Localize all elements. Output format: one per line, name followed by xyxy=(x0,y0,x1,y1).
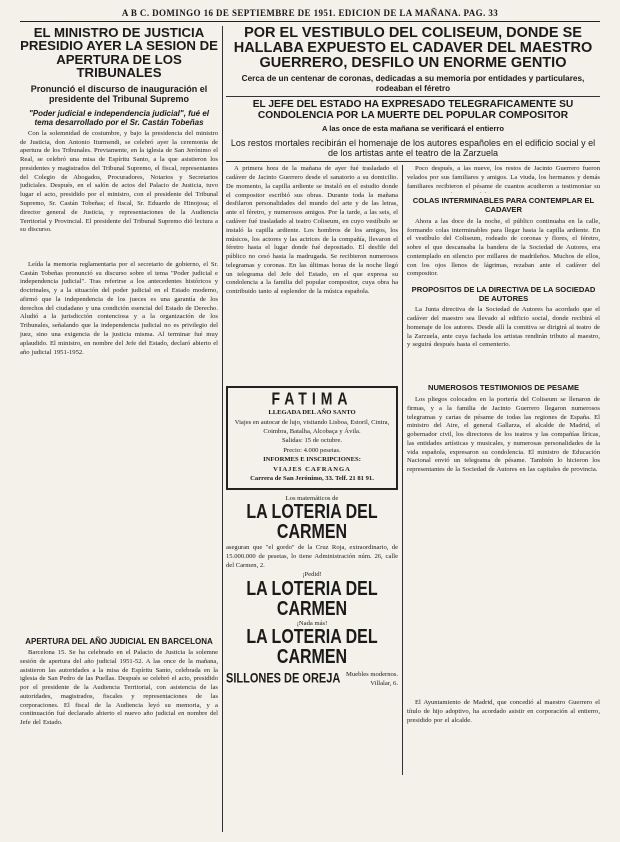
article-subhead-barcelona: APERTURA DEL AÑO JUDICIAL EN BARCELONA xyxy=(25,636,213,646)
ad-fatima-dates: Salidas: 15 de octubre. xyxy=(281,437,343,445)
article-body-justicia-2: Leída la memoria reglamentaria por el secretario de gobierno, el Sr. Castán Tobeñas pronunció su discurso sobre el tema "Poder judicial e independencia judicial". Tras referirse a los antecedentes históricos y doctrinales, y a la situación del poder judicial en el Estado moderno, afirmó que la independencia de los jueces es una garantía de los derechos del ciudadano y una condición esencial del Estado de Derecho. Aludió a la jurisdicción contenciosa y a la organización de los Tribunales, señalando que la independencia judicial no es privilegio del juez, sino una exigencia de la justicia misma. Al terminar fué muy aplaudido. El ministro, en nombre del Jefe del Estado, declaró abierto el año judicial 1951-1952. xyxy=(20,260,218,356)
mid-column xyxy=(226,165,398,775)
article-subhead-coronas: Cerca de un centenar de coronas, dedicadas a su memoria por entidades y particulares, rodeaban el féretro xyxy=(241,74,585,93)
ad-fatima-title: FATIMA xyxy=(271,388,353,409)
article-body-ayuntamiento: El Ayuntamiento de Madrid, que concedió al maestro Guerrero el título de hijo adoptivo, ha acordado asistir en corporación al entierro, presidido por el alcalde. xyxy=(407,699,600,724)
right-area xyxy=(226,26,600,832)
article-subhead-sociedad: PROPOSITOS DE LA DIRECTIVA DE LA SOCIEDAD DE AUTORES xyxy=(411,284,596,303)
article-subhead-colas: COLAS INTERMINABLES PARA CONTEMPLAR EL CADAVER xyxy=(412,196,595,215)
subcolumns xyxy=(226,165,600,775)
ad-fatima-body: Viajes en autocar de lujo, visitando Lisboa, Estoril, Cintra, Coimbra, Batalha, Alcobaça y Ávila. xyxy=(234,418,390,435)
ad-loteria-pedid: ¡Pedid! xyxy=(302,571,322,579)
ad-loteria-text: aseguran que "el gordo" de la Cruz Roja, extraordinario, de 15.000.000 de pesetas, lo tiene Administración núm. 26, calle del Carmen, 2. xyxy=(226,544,398,569)
section-rule xyxy=(226,96,600,97)
ad-fatima xyxy=(226,386,398,490)
article-body-sociedad: La Junta directiva de la Sociedad de Autores ha acordado que el cadáver del maestro sea llevado al edificio social, donde recibirá el homenaje de los autores. Desde allí la comitiva se dirigirá al teatro de la Zarzuela, ante cuya fachada los artistas rendirán tributo al maestro, y seguirá después hasta el cementerio. xyxy=(407,306,600,349)
ad-sillones-text: Muebles modernos. Villalar, 6. xyxy=(346,671,398,687)
header-rule xyxy=(20,21,600,22)
article-body-traslado: A primera hora de la mañana de ayer fué trasladado el cadáver de Jacinto Guerrero desde el sanatorio a su domicilio. De momento, la capilla ardiente se instaló en el estudio donde el compositor escribió sus obras. Durante toda la mañana desfilaron personalidades del mundo del arte y de las letras, ante el féretro, y numerosos amigos. Por la tarde, a las seis, el cadáver fué trasladado al teatro Coliseum, en cuyo vestíbulo se instaló la capilla ardiente. Los hombros de los amigos, los músicos, los actores y las actrices de la compañía, llevaron el féretro hasta el lugar donde fué depositado. El desfile del público no cesó hasta la madrugada. Se recibieron numerosos telegramas y coronas. En las últimas horas de la noche llegó un telegrama del Jefe del Estado, en el que expresa su condolencia a la familia del popular compositor, cuya obra ha contribuido tanto al esplendor de la música española. xyxy=(226,165,398,296)
ad-loteria-title-3: LA LOTERIA DEL CARMEN xyxy=(246,627,378,669)
ad-loteria-title-1: LA LOTERIA DEL CARMEN xyxy=(246,502,378,544)
lead-rule xyxy=(226,161,600,162)
ad-loteria-title-2: LA LOTERIA DEL CARMEN xyxy=(246,578,378,620)
article-subhead-pesame: NUMEROSOS TESTIMONIOS DE PESAME xyxy=(427,383,580,393)
ad-fatima-agency: VIAJES CAFRANGA xyxy=(273,465,351,473)
left-column xyxy=(20,26,218,832)
article-body-barcelona: Barcelona 15. Se ha celebrado en el Palacio de Justicia la solemne sesión de apertura del año judicial 1951-52. A las once de la mañana, asistieron las autoridades a la misa de Espíritu Santo, celebrada en la iglesia de San Pedro de las Puellas. Después se celebró el acto, presidido por el presidente de la Audiencia Territorial, con asistencia de las autoridades, magistrados, fiscales y representaciones de las corporaciones. El fiscal de la Audiencia leyó su memoria, y a continuación fué declarado abierto el nuevo año judicial en nombre del Jefe del Estado. xyxy=(20,649,218,727)
article-body-pesame: Los pliegos colocados en la portería del Coliseum se llenaron de firmas, y a la familia de Jacinto Guerrero llegaron numerosos telegramas y cartas de pésame de todas las regiones de España. El ministro del Aire, el general Gallarza, el alcalde de Madrid, el gobernador civil, los directores de los teatros y las compañías líricas, las entidades artísticas y musicales, y numerosas personalidades de la vida española, expresaron su condolencia. El ministro de Educación Nacional envió un telegrama de pésame. También lo hicieron los representantes de la Sociedad de Autores en las capitales de provincia. xyxy=(407,396,600,474)
article-headline-jefe-estado: EL JEFE DEL ESTADO HA EXPRESADO TELEGRAFICAMENTE SU CONDOLENCIA POR LA MUERTE DEL POPULAR COMPOSITOR xyxy=(252,99,574,121)
ad-fatima-price: Precio: 4.000 pesetas. xyxy=(283,446,341,454)
article-body-justicia-1: Con la solemnidad de costumbre, y bajo la presidencia del ministro de Justicia, don Antonio Iturmendi, se celebró ayer la ceremonia de apertura de los Tribunales. Previamente, en la iglesia de San Jerónimo el Real, se celebró una misa de Espíritu Santo, a la que asistieron los presidentes y magistrados del Tribunal Supremo, el fiscal, representantes del Colegio de Abogados, Procuradores, Notarios y Secretarios judiciales. Después, en el salón de actos del Palacio de Justicia, tuvo lugar el acto, presidido por el ministro, con el presidente del Tribunal Supremo, Sr. Castán Tobeñas; el fiscal, Sr. Eduardo de Hinojosa; el director general de Justicia, y representaciones de la Audiencia Territorial y Provincial. El presidente del Tribunal Supremo dió lectura a su discurso. xyxy=(20,129,218,234)
column-divider xyxy=(222,26,223,832)
article-body-colas: Ahora a las doce de la noche, el público continuaba en la calle, formando colas interminables para llegar hasta la capilla ardiente. En el vestíbulo del Coliseum, rodeado de coronas y flores, el féretro, sobre el que descansaba la bandera de la Sociedad de Autores, era contemplado en silencio por millares de madrileños. Muchos de ellos, con los ojos llenos de lágrimas, rezaban ante el cadáver del compositor. xyxy=(407,217,600,278)
ad-loteria-intro: Los matemáticos de xyxy=(285,494,339,502)
article-subhead-justicia: Pronunció el discurso de inauguración el presidente del Tribunal Supremo xyxy=(30,83,208,105)
article-body-velados: Poco después, a las nueve, los restos de Jacinto Guerrero fueron velados por sus familiares y amigos. La viuda, los hermanos y demás familiares recibieron el pésame de cuantos acudieron a testimoniar su xyxy=(407,165,600,190)
article-subhead-entierro: A las once de esta mañana se verificará el entierro xyxy=(321,124,505,133)
article-lead-restos: Los restos mortales recibirán el homenaje de los autores españoles en el edificio social y el de los artistas ante el teatro de la Zarzuela xyxy=(230,137,596,159)
subcolumn-divider xyxy=(402,165,403,775)
page-header: A B C. DOMINGO 16 DE SEPTIEMBRE DE 1951. EDICION DE LA MAÑANA. PAG. 33 xyxy=(121,8,499,18)
ad-fatima-subtitle: LLEGADA DEL AÑO SANTO xyxy=(268,409,356,417)
article-headline-coliseum: POR EL VESTIBULO DEL COLISEUM, DONDE SE HALLABA EXPUESTO EL CADAVER DEL MAESTRO GUERRERO, DESFILO UN ENORME GENTIO xyxy=(233,26,593,71)
ad-loteria-nada: ¡Nada más! xyxy=(296,619,328,627)
ad-fatima-address: Carrera de San Jerónimo, 33. Telf. 21 81 91. xyxy=(250,475,374,483)
ad-fatima-info: INFORMES E INSCRIPCIONES: xyxy=(263,456,361,464)
article-headline-justicia: EL MINISTRO DE JUSTICIA PRESIDIO AYER LA SESION DE APERTURA DE LOS TRIBUNALES xyxy=(20,26,218,81)
right-column xyxy=(407,165,600,775)
ad-sillones xyxy=(226,670,398,689)
article-quote-justicia: "Poder judicial e independencia judicial", fué el tema desarrollado por el Sr. Castán Tobeñas xyxy=(28,108,210,127)
ad-sillones-title: SILLONES DE OREJA xyxy=(226,671,341,687)
